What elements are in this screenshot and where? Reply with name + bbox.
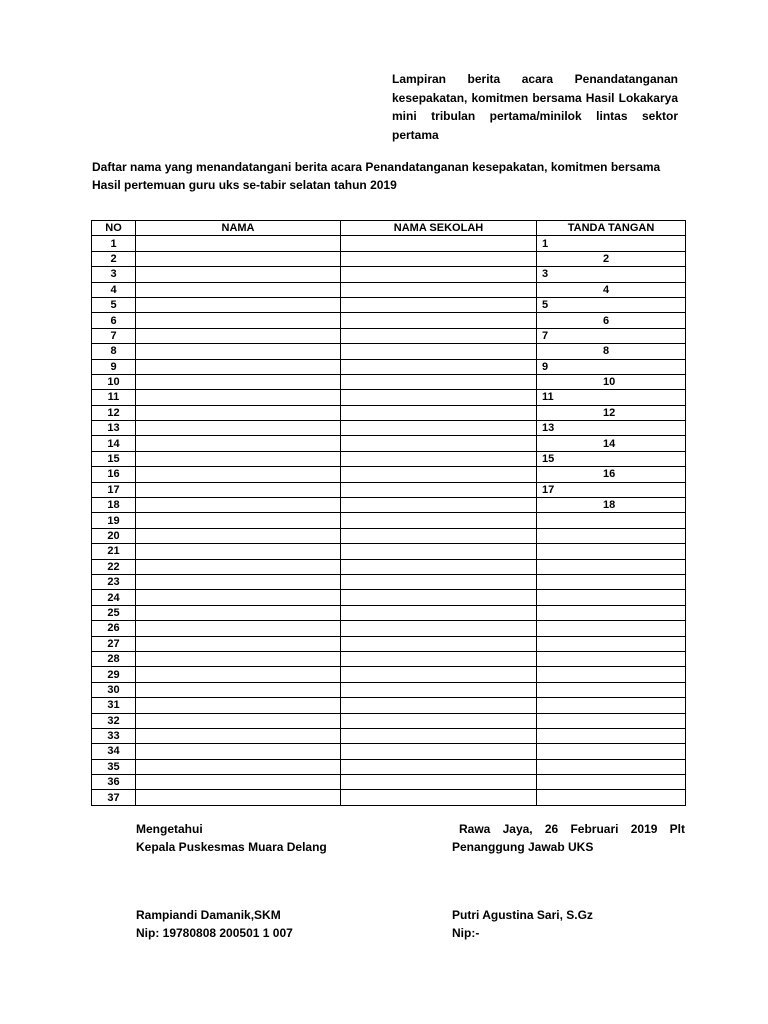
signature-table <box>91 220 686 806</box>
name-cell[interactable] <box>136 544 341 559</box>
table-row <box>92 267 686 282</box>
name-cell[interactable] <box>136 498 341 513</box>
name-cell[interactable] <box>136 667 341 682</box>
name-cell[interactable] <box>136 728 341 743</box>
name-cell[interactable] <box>136 251 341 266</box>
row-number: 18 <box>92 498 136 513</box>
table-row <box>92 651 686 666</box>
right-signer-name: Putri Agustina Sari, S.Gz <box>452 908 593 922</box>
signature-cell[interactable]: 9 <box>537 359 686 374</box>
school-cell[interactable] <box>341 667 537 682</box>
signature-cell[interactable]: 18 <box>537 498 686 513</box>
row-number: 35 <box>92 759 136 774</box>
school-cell[interactable] <box>341 390 537 405</box>
school-cell[interactable] <box>341 559 537 574</box>
row-number: 31 <box>92 698 136 713</box>
name-cell[interactable] <box>136 482 341 497</box>
school-cell[interactable] <box>341 744 537 759</box>
table-row <box>92 498 686 513</box>
signature-cell[interactable] <box>537 636 686 651</box>
name-cell[interactable] <box>136 651 341 666</box>
school-cell[interactable] <box>341 436 537 451</box>
name-cell[interactable] <box>136 297 341 312</box>
left-position: Kepala Puskesmas Muara Delang <box>136 840 327 854</box>
table-row <box>92 744 686 759</box>
name-cell[interactable] <box>136 621 341 636</box>
row-number: 12 <box>92 405 136 420</box>
table-row <box>92 236 686 251</box>
signature-cell[interactable]: 10 <box>537 374 686 389</box>
header-tanda-tangan: TANDA TANGAN <box>537 221 686 236</box>
name-cell[interactable] <box>136 374 341 389</box>
left-signer-nip: Nip: 19780808 200501 1 007 <box>136 926 293 940</box>
table-row <box>92 759 686 774</box>
name-cell[interactable] <box>136 682 341 697</box>
name-cell[interactable] <box>136 405 341 420</box>
name-cell[interactable] <box>136 790 341 805</box>
name-cell[interactable] <box>136 328 341 343</box>
signature-cell[interactable] <box>537 621 686 636</box>
table-row <box>92 544 686 559</box>
table-row <box>92 374 686 389</box>
name-cell[interactable] <box>136 744 341 759</box>
signature-cell[interactable]: 8 <box>537 344 686 359</box>
name-cell[interactable] <box>136 451 341 466</box>
name-cell[interactable] <box>136 313 341 328</box>
name-cell[interactable] <box>136 467 341 482</box>
signature-cell[interactable]: 6 <box>537 313 686 328</box>
row-number: 2 <box>92 251 136 266</box>
name-cell[interactable] <box>136 713 341 728</box>
row-number: 7 <box>92 328 136 343</box>
row-number: 34 <box>92 744 136 759</box>
row-number: 32 <box>92 713 136 728</box>
table-row <box>92 344 686 359</box>
row-number: 19 <box>92 513 136 528</box>
name-cell[interactable] <box>136 574 341 589</box>
row-number: 25 <box>92 605 136 620</box>
signature-cell[interactable] <box>537 605 686 620</box>
table-row <box>92 251 686 266</box>
header-nama-sekolah: NAMA SEKOLAH <box>341 221 537 236</box>
school-cell[interactable] <box>341 574 537 589</box>
table-row <box>92 605 686 620</box>
row-number: 15 <box>92 451 136 466</box>
school-cell[interactable] <box>341 328 537 343</box>
row-number: 9 <box>92 359 136 374</box>
acknowledged-label: Mengetahui <box>136 822 203 836</box>
row-number: 29 <box>92 667 136 682</box>
signature-cell[interactable]: 3 <box>537 267 686 282</box>
signature-cell[interactable] <box>537 528 686 543</box>
signature-cell[interactable] <box>537 775 686 790</box>
school-cell[interactable] <box>341 528 537 543</box>
name-cell[interactable] <box>136 775 341 790</box>
row-number: 37 <box>92 790 136 805</box>
table-row <box>92 667 686 682</box>
signature-cell[interactable]: 16 <box>537 467 686 482</box>
school-cell[interactable] <box>341 267 537 282</box>
signature-cell[interactable] <box>537 744 686 759</box>
signature-cell[interactable] <box>537 574 686 589</box>
signature-cell[interactable] <box>537 667 686 682</box>
school-cell[interactable] <box>341 651 537 666</box>
header-nama: NAMA <box>136 221 341 236</box>
name-cell[interactable] <box>136 390 341 405</box>
name-cell[interactable] <box>136 636 341 651</box>
right-position: Penanggung Jawab UKS <box>452 840 594 854</box>
name-cell[interactable] <box>136 282 341 297</box>
name-cell[interactable] <box>136 344 341 359</box>
table-row <box>92 528 686 543</box>
table-row <box>92 513 686 528</box>
table-row <box>92 282 686 297</box>
school-cell[interactable] <box>341 359 537 374</box>
school-cell[interactable] <box>341 775 537 790</box>
name-cell[interactable] <box>136 436 341 451</box>
school-cell[interactable] <box>341 467 537 482</box>
left-signer-name: Rampiandi Damanik,SKM <box>136 908 281 922</box>
table-row <box>92 405 686 420</box>
table-row <box>92 590 686 605</box>
table-row <box>92 359 686 374</box>
header-no: NO <box>92 221 136 236</box>
table-header-row <box>92 221 686 236</box>
signature-cell[interactable]: 15 <box>537 451 686 466</box>
signature-cell[interactable] <box>537 790 686 805</box>
signature-cell[interactable] <box>537 713 686 728</box>
school-cell[interactable] <box>341 621 537 636</box>
right-signer-nip: Nip:- <box>452 926 480 940</box>
table-row <box>92 775 686 790</box>
school-cell[interactable] <box>341 482 537 497</box>
name-cell[interactable] <box>136 236 341 251</box>
school-cell[interactable] <box>341 698 537 713</box>
row-number: 21 <box>92 544 136 559</box>
signature-cell[interactable]: 11 <box>537 390 686 405</box>
signature-cell[interactable] <box>537 590 686 605</box>
school-cell[interactable] <box>341 498 537 513</box>
row-number: 17 <box>92 482 136 497</box>
table-row <box>92 559 686 574</box>
school-cell[interactable] <box>341 790 537 805</box>
school-cell[interactable] <box>341 728 537 743</box>
school-cell[interactable] <box>341 421 537 436</box>
school-cell[interactable] <box>341 713 537 728</box>
table-row <box>92 698 686 713</box>
row-number: 16 <box>92 467 136 482</box>
school-cell[interactable] <box>341 236 537 251</box>
table-row <box>92 482 686 497</box>
row-number: 13 <box>92 421 136 436</box>
table-row <box>92 297 686 312</box>
signature-cell[interactable]: 4 <box>537 282 686 297</box>
intro-text: Daftar nama yang menandatangani berita acara Penandatanganan kesepakatan, komitmen bersama Hasil pertemuan guru uks se-tabir selatan tahun 2019 <box>92 160 661 192</box>
signature-cell[interactable]: 2 <box>537 251 686 266</box>
table-row <box>92 390 686 405</box>
row-number: 3 <box>92 267 136 282</box>
signature-cell[interactable]: 12 <box>537 405 686 420</box>
school-cell[interactable] <box>341 282 537 297</box>
name-cell[interactable] <box>136 421 341 436</box>
signature-cell[interactable]: 1 <box>537 236 686 251</box>
table-row <box>92 790 686 805</box>
signature-cell[interactable] <box>537 698 686 713</box>
name-cell[interactable] <box>136 590 341 605</box>
school-cell[interactable] <box>341 636 537 651</box>
row-number: 11 <box>92 390 136 405</box>
signature-cell[interactable]: 5 <box>537 297 686 312</box>
table-row <box>92 713 686 728</box>
table-row <box>92 621 686 636</box>
name-cell[interactable] <box>136 605 341 620</box>
row-number: 24 <box>92 590 136 605</box>
signature-cell[interactable] <box>537 544 686 559</box>
school-cell[interactable] <box>341 590 537 605</box>
table-row <box>92 728 686 743</box>
table-row <box>92 328 686 343</box>
signature-cell[interactable]: 17 <box>537 482 686 497</box>
school-cell[interactable] <box>341 682 537 697</box>
school-cell[interactable] <box>341 251 537 266</box>
signature-cell[interactable] <box>537 651 686 666</box>
row-number: 8 <box>92 344 136 359</box>
table-row <box>92 574 686 589</box>
name-cell[interactable] <box>136 698 341 713</box>
table-row <box>92 421 686 436</box>
table-row <box>92 636 686 651</box>
row-number: 6 <box>92 313 136 328</box>
row-number: 23 <box>92 574 136 589</box>
row-number: 27 <box>92 636 136 651</box>
signature-cell[interactable] <box>537 513 686 528</box>
name-cell[interactable] <box>136 528 341 543</box>
signature-cell[interactable] <box>537 559 686 574</box>
row-number: 4 <box>92 282 136 297</box>
row-number: 28 <box>92 651 136 666</box>
row-number: 5 <box>92 297 136 312</box>
row-number: 33 <box>92 728 136 743</box>
school-cell[interactable] <box>341 374 537 389</box>
name-cell[interactable] <box>136 513 341 528</box>
table-row <box>92 682 686 697</box>
date-place <box>459 820 685 838</box>
signature-cell[interactable]: 13 <box>537 421 686 436</box>
row-number: 10 <box>92 374 136 389</box>
row-number: 36 <box>92 775 136 790</box>
row-number: 30 <box>92 682 136 697</box>
table-row <box>92 451 686 466</box>
attachment-note: Lampiran berita acara Penandatanganan kesepakatan, komitmen bersama Hasil Lokakarya mini tribulan pertama/minilok lintas sektor pertama <box>392 72 678 142</box>
row-number: 14 <box>92 436 136 451</box>
signature-cell[interactable]: 14 <box>537 436 686 451</box>
school-cell[interactable] <box>341 759 537 774</box>
name-cell[interactable] <box>136 359 341 374</box>
row-number: 20 <box>92 528 136 543</box>
name-cell[interactable] <box>136 559 341 574</box>
row-number: 26 <box>92 621 136 636</box>
school-cell[interactable] <box>341 451 537 466</box>
date-place-text: Rawa Jaya, 26 Februari 2019 Plt <box>459 822 685 836</box>
table-row <box>92 436 686 451</box>
table-row <box>92 467 686 482</box>
school-cell[interactable] <box>341 405 537 420</box>
name-cell[interactable] <box>136 759 341 774</box>
name-cell[interactable] <box>136 267 341 282</box>
school-cell[interactable] <box>341 513 537 528</box>
signature-cell[interactable]: 7 <box>537 328 686 343</box>
school-cell[interactable] <box>341 344 537 359</box>
signature-cell[interactable] <box>537 728 686 743</box>
row-number: 22 <box>92 559 136 574</box>
row-number: 1 <box>92 236 136 251</box>
signature-cell[interactable] <box>537 759 686 774</box>
school-cell[interactable] <box>341 605 537 620</box>
signature-cell[interactable] <box>537 682 686 697</box>
school-cell[interactable] <box>341 544 537 559</box>
school-cell[interactable] <box>341 297 537 312</box>
table-row <box>92 313 686 328</box>
school-cell[interactable] <box>341 313 537 328</box>
